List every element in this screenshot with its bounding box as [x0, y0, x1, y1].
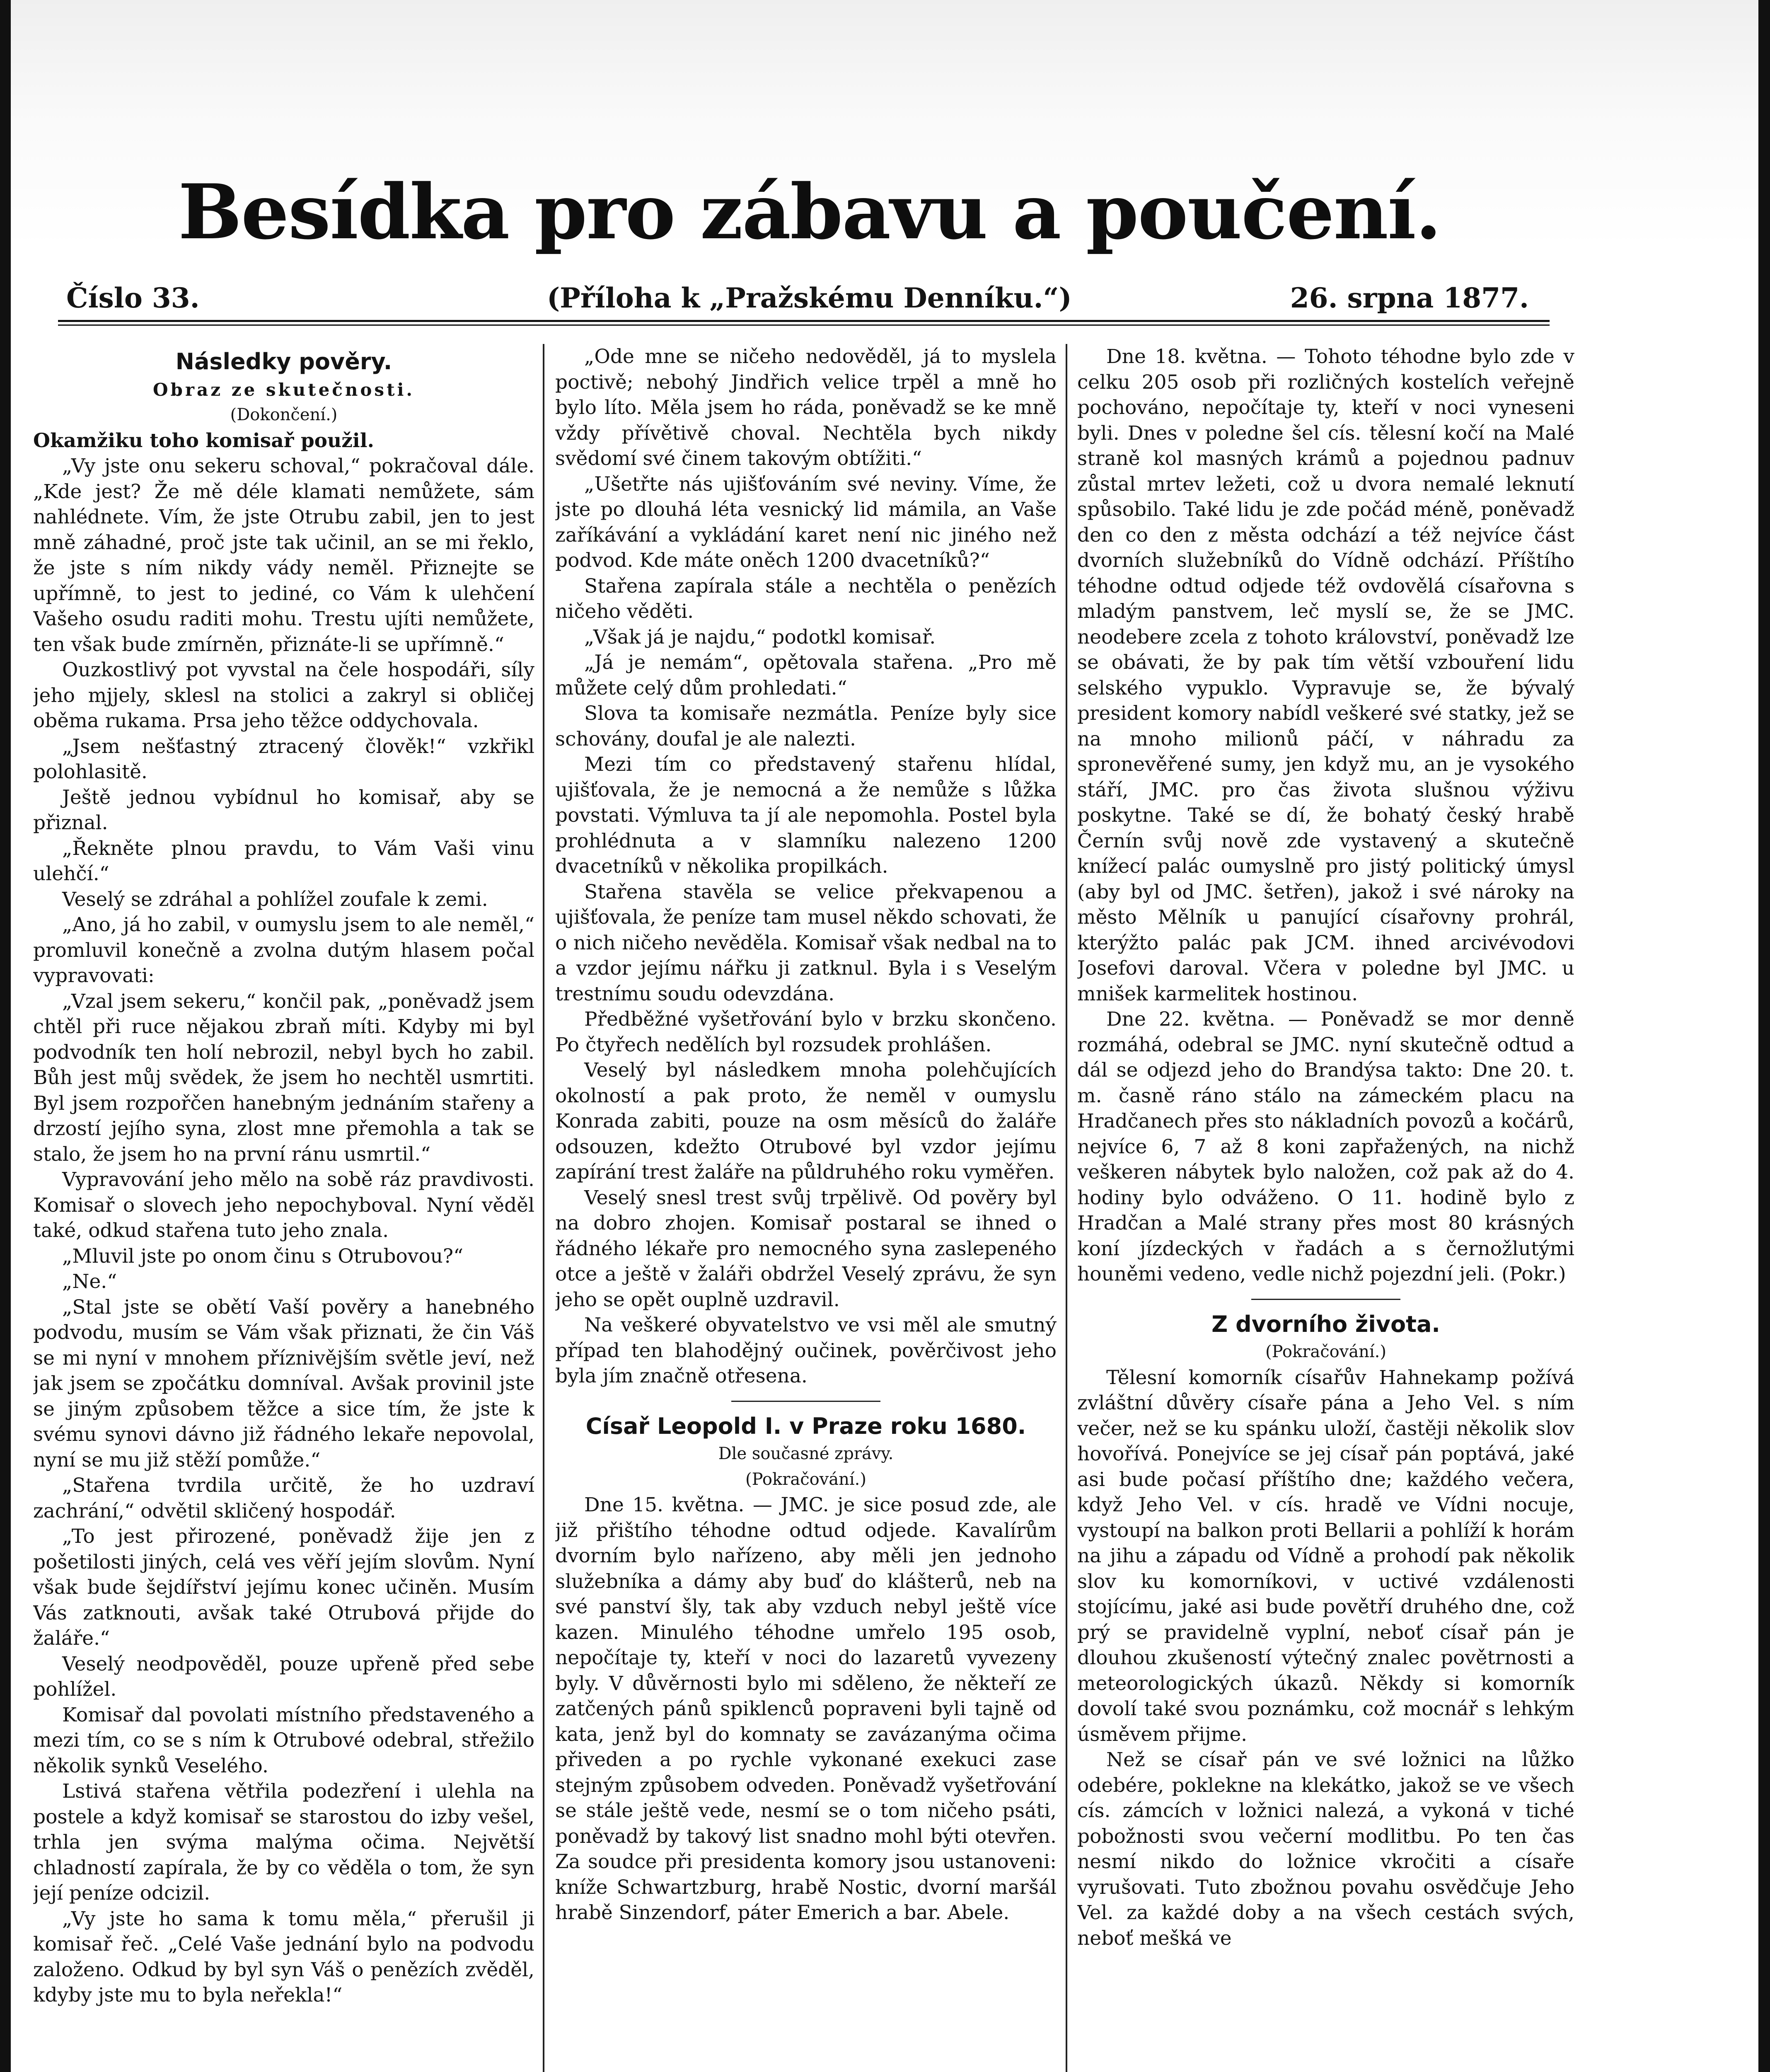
- paragraph: Mezi tím co představený stařenu hlídal, ujišťovala, že je nemocná a že nemůže s lůžka povstati. Výmluva ta jí ale nepomohla. Postel byla prohlédnuta a v slamníku nalezeno 1200 dvacetníků v několika propilkách.: [555, 753, 1057, 878]
- paragraph: Ouzkostlivý pot vyvstal na čele hospodáři, síly jeho mjjely, sklesl na stolici a zakryl si obličej oběma rukama. Prsa jeho těžce oddychovala.: [33, 658, 534, 732]
- paragraph: Tělesní komorník císařův Hahnekamp požívá zvláštní důvěry císaře pána a Jeho Vel. s ním večer, než se ku spánku uloží, častěji několik slov hovořívá. Ponejvíce se jej císař pán poptává, jaké asi bude počasí příštího dne; každého večera, když Jeho Vel. v cís. hradě ve Vídni nocuje, vystoupí na balkon proti Bellarii a pohlíží k horám na jihu a západu od Vídně a prohodí pak několik slov ku komorníkovi, v uctivé vzdálenosti stojícímu, jaké asi bude povětří druhého dne, což prý se pravidelně vyplní, neboť císař pán je dlouhou zkušeností výtečný znalec povětrnosti a meteorologických úkazů. Někdy si komorník dovolí také svou poznámku, což mocnář s lehkým úsměvem přijme.: [1077, 1366, 1574, 1746]
- paragraph: „Však já je najdu,“ podotkl komisař.: [584, 625, 936, 649]
- masthead-rule: [58, 320, 1550, 326]
- paragraph: Veselý byl následkem mnoha polehčujících okolností a pak proto, že neměl v oumyslu Konrada zabiti, pouze na osm měsíců do žaláře odsouzen, kdežto Otrubové byl vzdor jejímu zapírání trest žaláře na půldruhého roku vyměřen.: [555, 1059, 1057, 1184]
- paragraph: Slova ta komisaře nezmátla. Peníze byly sice schovány, doufal je ale nalezti.: [555, 702, 1057, 750]
- paragraph: Komisař dal povolati místního představeného a mezi tím, co se s ním k Otrubové odebral, střežilo několik synků Veselého.: [33, 1703, 534, 1777]
- column-divider: [1066, 344, 1067, 2072]
- paragraph: „Mluvil jste po onom činu s Otrubovou?“: [62, 1244, 464, 1268]
- paragraph: Okamžiku toho komisař použil.: [33, 429, 374, 452]
- paragraph: Předběžné vyšetřování bylo v brzku skončeno. Po čtyřech nedělích byl rozsudek prohlášen.: [555, 1008, 1057, 1056]
- paragraph: Lstivá stařena větřila podezření i ulehla na postele a když komisař se starostou do izby vešel, trhla jen svýma malýma očima. Největší chladností zapírala, že by co věděla o tom, že syn její peníze odcizil.: [33, 1780, 534, 1905]
- column-divider: [543, 344, 544, 2072]
- paragraph: Veselý neodpověděl, pouze upřeně před sebe pohlížel.: [33, 1652, 534, 1701]
- paragraph: Stařena stavěla se velice překvapenou a ujišťovala, že peníze tam musel někdo schovati, že o nich ničeho nevěděla. Komisař však nedbal na to a vzdor jejímu nářku ji zatknul. Byla i s Veselým trestnímu soudu odevzdána.: [555, 880, 1057, 1005]
- page-left-edge: [0, 0, 11, 2072]
- column-1: [33, 344, 534, 2072]
- story-title: Císař Leopold I. v Praze roku 1680.: [585, 1413, 1026, 1439]
- masthead-title: Besídka pro zábavu a poučení.: [178, 167, 1441, 256]
- column-3: [1077, 344, 1574, 2072]
- column-2: [555, 344, 1057, 2072]
- page-right-edge: [1758, 0, 1770, 2072]
- newspaper-page: [17, 0, 1574, 2072]
- story-subtitle: Dle současné zprávy.: [718, 1444, 894, 1463]
- paragraph: „Jsem nešťastný ztracený člověk!“ vzkřikl polohlasitě.: [33, 735, 534, 783]
- supplement-note: (Příloha k „Pražskému Denníku.“): [547, 282, 1072, 314]
- paragraph: „Vy jste onu sekeru schoval,“ pokračoval dále. „Kde jest? Že mě déle klamati nemůžete, sám nahlédnete. Vím, že jste Otrubu zabil, jen to jest mně záhadné, proč jste tak učinil, an se mi řeklo, že jste s ním nikdy vády neměl. Přiznejte se upřímně, to jest to jediné, co Vám k ulehčení Vašeho osudu raditi mohu. Trestu ujíti nemůžete, ten však bude zmírněn, přiznáte-li se upřímně.“: [33, 455, 534, 656]
- paragraph: „Ušetřte nás ujišťováním své neviny. Víme, že jste po dlouhá léta vesnický lid mámila, an Vaše zaříkávání a vykládání karet není nic jiného než podvod. Kde máte oněch 1200 dvacetníků?“: [555, 472, 1057, 572]
- paragraph: „Stařena tvrdila určitě, že ho uzdraví zachrání,“ odvětil skličený hospodář.: [33, 1474, 534, 1523]
- story-title: Následky pověry.: [175, 349, 392, 375]
- issue-date: 26. srpna 1877.: [1290, 282, 1529, 314]
- paragraph: Vypravování jeho mělo na sobě ráz pravdivosti. Komisař o slovech jeho nepochyboval. Nyní věděl také, odkud stařena tuto jeho znala.: [33, 1168, 534, 1242]
- paragraph: „Ne.“: [62, 1270, 117, 1293]
- section-rule: [731, 1401, 880, 1402]
- paragraph: Než se císař pán ve své ložnici na lůžko odebére, poklekne na klekátko, jakož se ve všech cís. zámcích v ložnici nalezá, a vykoná v tiché pobožnosti svou večerní modlitbu. Po ten čas nesmí nikdo do ložnice vkročiti a císaře vyrušovati. Tuto zbožnou povahu osvědčuje Jeho Vel. za každé doby a na všech cestách svých, neboť mešká ve: [1077, 1748, 1574, 1950]
- paragraph: Veselý snesl trest svůj trpělivě. Od pověry byl na dobro zhojen. Komisař postaral se ihned o řádného lékaře pro nemocného syna zaslepeného otce a ještě v žaláři obdržel Veselý zprávu, že syn jeho se opět ouplně uzdravil.: [555, 1186, 1057, 1311]
- story-title: Z dvorního života.: [1211, 1311, 1440, 1337]
- paragraph: Na veškeré obyvatelstvo ve vsi měl ale smutný případ ten blahodějný oučinek, pověrčivost jeho byla jím značně otřesena.: [555, 1314, 1057, 1387]
- issue-number: Číslo 33.: [66, 282, 200, 314]
- paragraph: „Ode mne se ničeho nedověděl, já to myslela poctivě; nebohý Jindřich velice trpěl a mně ho bylo líto. Měla jsem ho ráda, poněvadž se ke mně vždy přívětivě choval. Nechtěla bych nikdy svědomí své činem takovým obtížiti.“: [555, 345, 1057, 470]
- paragraph: „To jest přirozené, poněvadž žije jen z pošetilosti jiných, celá ves věří jejím slovům. Nyní však bude šejdířství jejímu konec učiněn. Musím Vás zatknouti, avšak také Otrubová přijde do žaláře.“: [33, 1525, 534, 1650]
- paragraph: Dne 18. května. — Tohoto téhodne bylo zde v celku 205 osob při rozličných kostelích veřejně pochováno, nepočítaje ty, kteří v noci vyneseni byli. Dnes v poledne šel cís. tělesní kočí na Malé straně kol masných krámů a pojednou padnuv zůstal mrtev ležeti, což u dvora nemalé leknutí spůsobilo. Také lidu je zde počád méně, poněvadž den co den z města odchází a též nejvíce část dvorních služebníků do Vídně odchází. Příštího téhodne odtud odjede též ovdovělá císařovna s mladým panstvem, leč myslí se, že se JMC. neodebere zcela z tohoto království, poněvadž lze se obávati, že by pak tím větší vzbouření lidu selského vypuklo. Vypravuje se, že bývalý president komory nabídl veškeré své statky, jež se na mnoho milionů páčí, v náhradu za spronevěřené sumy, jen když mu, an je vysokého stáří, JMC. pro čas života slušnou výživu poskytne. Také se dí, že bohatý český hrabě Černín svůj nově zde vystavený a skutečně knížecí palác oumyslně pro jistý politický úmysl (aby byl od JMC. šetřen), jakož i své nároky na město Mělník u panující císařovny prohrál, kterýžto palác pak JCM. ihned arcivévodovi Josefovi daroval. Včera v poledne byl JMC. u mnišek karmelitek hostinou.: [1077, 345, 1574, 1005]
- story-subtitle: Obraz ze skutečnosti.: [152, 379, 415, 400]
- story-note: (Pokračování.): [745, 1469, 866, 1489]
- paragraph: „Já je nemám“, opětovala stařena. „Pro mě můžete celý dům prohledati.“: [555, 651, 1057, 700]
- paragraph: Veselý se zdráhal a pohlížel zoufale k zemi.: [62, 888, 488, 911]
- paragraph: „Vy jste ho sama k tomu měla,“ přerušil ji komisař řeč. „Celé Vaše jednání bylo na podvodu založeno. Odkud by byl syn Váš o penězích zvěděl, kdyby jste mu to byla neřekla!“: [33, 1907, 534, 2007]
- paragraph: „Stal jste se obětí Vaší pověry a hanebného podvodu, musím se Vám však přiznati, že čin Váš se mi nyní v mnohem příznivějším světle jeví, než jak jsem se zpočátku domníval. Avšak provinil jste se jiným způsobem těžce a sice tím, že jste k svému synovi dávno již řádného lekaře nepovolal, nyní se mu již stěží pomůže.“: [33, 1295, 534, 1472]
- section-rule: [1251, 1299, 1400, 1300]
- paragraph: Stařena zapírala stále a nechtěla o penězích ničeho věděti.: [555, 574, 1057, 623]
- paragraph: Dne 22. května. — Poněvadž se mor denně rozmáhá, odebral se JMC. nyní skutečně odtud a dál se odjezd jeho do Brandýsa takto: Dne 20. t. m. časně ráno stálo na zámeckém placu na Hradčanech přes sto nákladních povozů a kočárů, nejvíce 6, 7 až 8 koni zapřažených, na nichž veškeren nábytek bylo naložen, což pak až do 4. hodiny bylo odváženo. O 11. hodině bylo z Hradčan a Malé strany přes most 80 krásných koní jízdeckých v řadách a s černožlutými houněmi vedeno, vedle nichž pojezdní jeli. (Pokr.): [1077, 1008, 1574, 1285]
- paragraph: Dne 15. května. — JMC. je sice posud zde, ale již přištího téhodne odtud odjede. Kavalírům dvorním bylo nařízeno, aby měli jen jednoho služebníka a dámy aby buď do klášterů, neb na své panství šly, tak aby vzduch nebyl ještě více kazen. Minulého téhodne umřelo 195 osob, nepočítaje ty, kteří v noci do lazaretů vyvezeny byly. V důvěrnosti bylo mi sděleno, že někteří ze zatčených pánů spiklenců popraveni byli tajně od kata, jenž byl do komnaty se zavázanýma očima přiveden a po rychle vykonané exekuci zase stejným způsobem odveden. Poněvadž vyšetřování se stále ještě vede, nesmí se o tom ničeho psáti, poněvadž by takový list snadno mohl býti otevřen. Za soudce při presidenta komory jsou ustanoveni: kníže Schwartzburg, hrabě Nostic, dvorní maršál hrabě Sinzendorf, páter Emerich a bar. Abele.: [555, 1493, 1057, 1924]
- issue-line: [58, 282, 1533, 315]
- paragraph: „Vzal jsem sekeru,“ končil pak, „poněvadž jsem chtěl při ruce nějakou zbraň míti. Kdyby mi byl podvodník ten holí nebrozil, nebyl bych ho zabil. Bůh jest můj svědek, že jsem ho nechtěl usmrtiti. Byl jsem rozpořčen hanebným jednáním stařeny a drzostí jejího syna, zlost mne přemohla a tak se stalo, že jsem ho na první ránu usmrtil.“: [33, 990, 534, 1166]
- story-note: (Pokračování.): [1265, 1342, 1386, 1361]
- paragraph: Ještě jednou vybídnul ho komisař, aby se přiznal.: [33, 786, 534, 834]
- paragraph: „Ano, já ho zabil, v oumyslu jsem to ale neměl,“ promluvil konečně a zvolna dutým hlasem počal vypravovati:: [33, 913, 534, 987]
- paragraph: „Řekněte plnou pravdu, to Vám Vaši vinu ulehčí.“: [33, 837, 534, 885]
- story-note: (Dokončení.): [230, 405, 338, 424]
